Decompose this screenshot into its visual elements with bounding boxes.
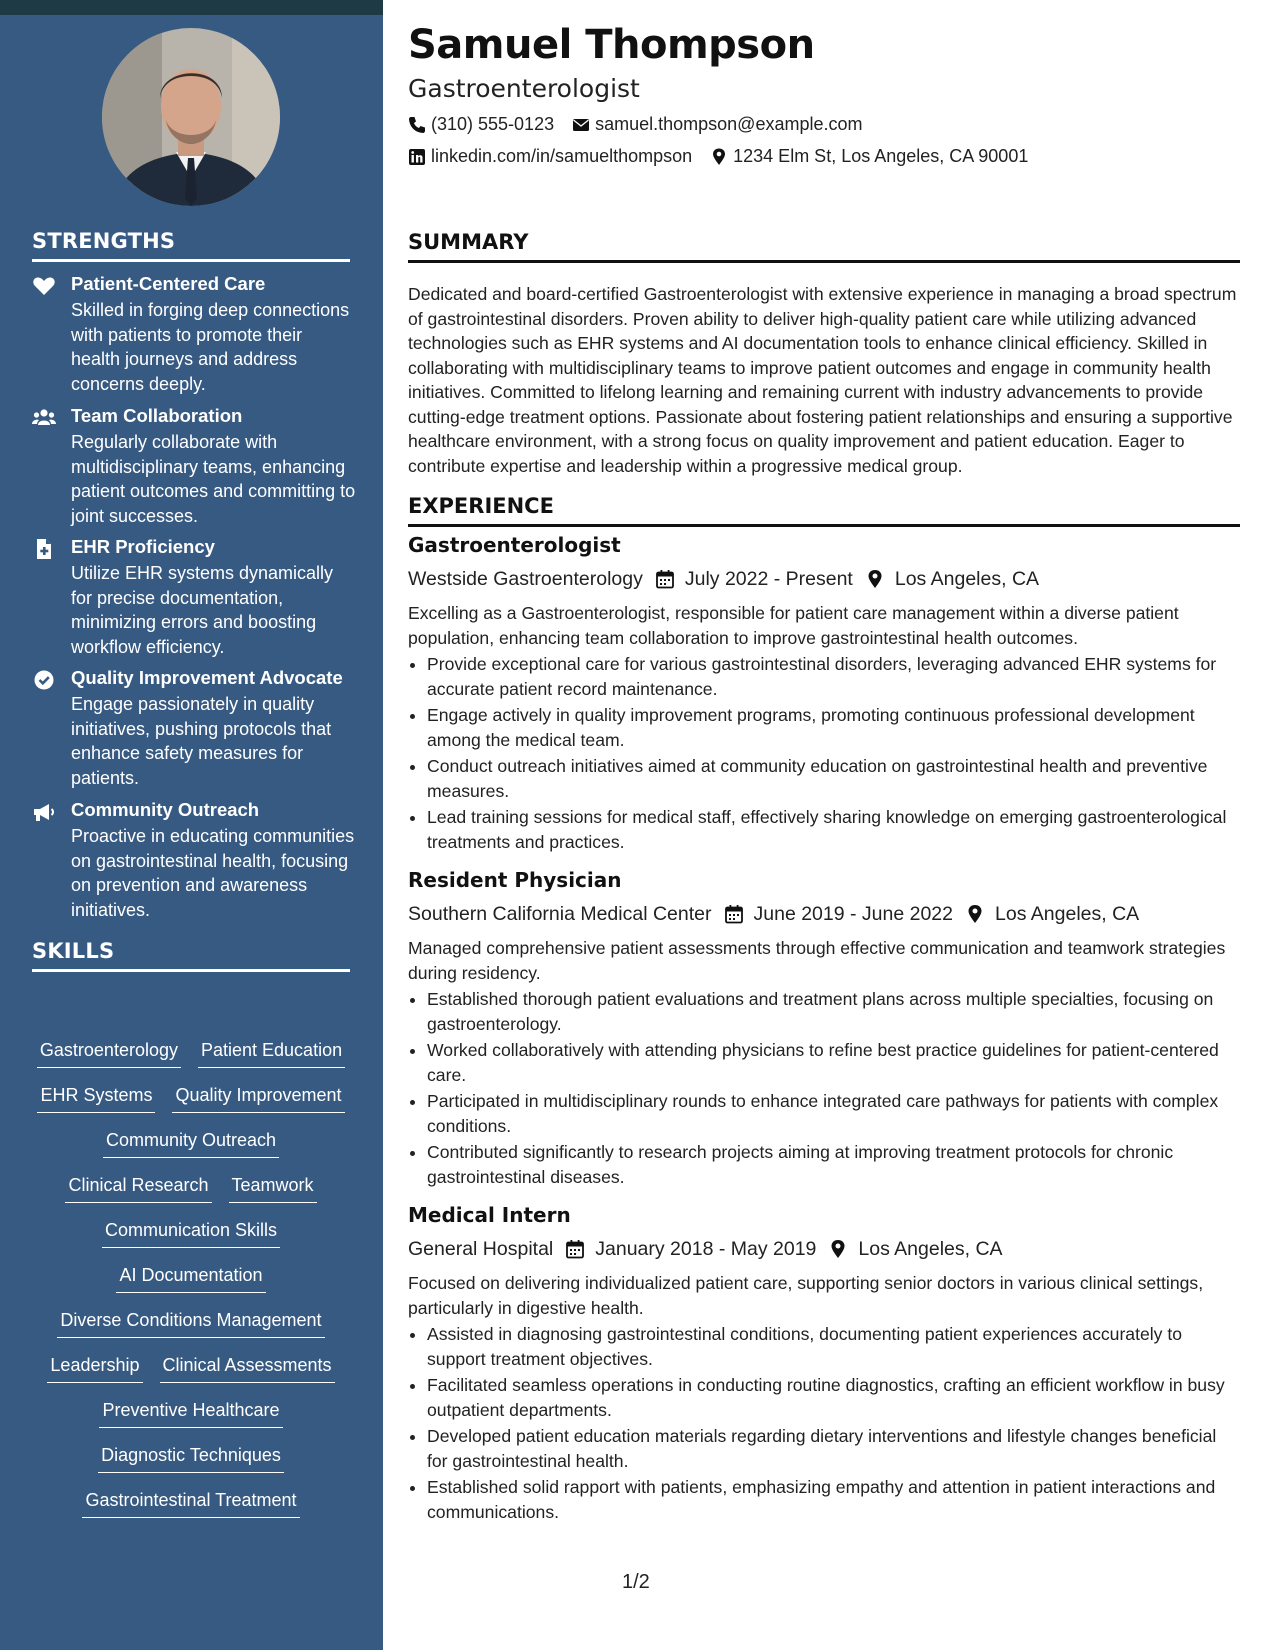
skills-list	[28, 1040, 354, 1535]
job-bullet: • Established thorough patient evaluations and treatment plans across multiple specialties, focusing on gastroenterology.	[427, 987, 1240, 1036]
contact-row	[408, 114, 862, 135]
job-bullet: • Provide exceptional care for various gastrointestinal disorders, leveraging advanced EHR systems for accurate patient record maintenance.	[427, 652, 1240, 701]
candidate-name: Samuel Thompson	[408, 22, 815, 68]
job-company: Westside Gastroenterology	[408, 567, 643, 590]
strength-title: Team Collaboration	[71, 405, 243, 426]
skill-tag: Quality Improvement	[172, 1085, 344, 1113]
job-bullets	[408, 987, 1240, 1189]
skill-tag: EHR Systems	[37, 1085, 155, 1113]
job-description: Excelling as a Gastroenterologist, responsible for patient care management within a diverse patient population, enhancing team collaboration to improve gastrointestinal health outcomes.	[408, 603, 1179, 648]
page-number: 1/2	[622, 1571, 650, 1593]
check-circle-icon	[32, 669, 56, 691]
job-description: Managed comprehensive patient assessments through effective communication and teamwork strategies during residency.	[408, 938, 1226, 983]
strength-desc: Utilize EHR systems dynamically for precise documentation, minimizing errors and boosting workflow efficiency.	[71, 563, 334, 657]
job-bullets	[408, 652, 1240, 854]
map-pin-icon	[710, 148, 728, 166]
phone-text[interactable]: (310) 555-0123	[431, 114, 555, 134]
job-company: General Hospital	[408, 1237, 554, 1260]
candidate-title: Gastroenterologist	[408, 74, 640, 103]
job-bullet: • Lead training sessions for medical staff, effectively sharing knowledge on emerging gastroenterological treatments and practices.	[427, 805, 1240, 854]
job-bullet: • Established solid rapport with patients, emphasizing empathy and attention in patient interactions and communications.	[427, 1475, 1240, 1524]
job-bullet: • Contributed significantly to research projects aiming at improving treatment protocols for chronic gastrointestinal diseases.	[427, 1140, 1240, 1189]
heart-icon	[32, 275, 56, 297]
skill-tag: Gastroenterology	[37, 1040, 181, 1068]
job-location: Los Angeles, CA	[894, 567, 1040, 590]
skill-tag: Community Outreach	[103, 1130, 279, 1158]
skill-tag: Leadership	[47, 1355, 142, 1383]
strength-desc: Regularly collaborate with multidisciplinary teams, enhancing patient outcomes and committing to joint successes.	[71, 432, 356, 526]
strength-title: Patient-Centered Care	[71, 273, 266, 294]
medical-file-icon	[32, 538, 56, 560]
map-pin-icon	[865, 569, 885, 589]
skill-tag: Teamwork	[229, 1175, 317, 1203]
linkedin-link[interactable]: linkedin.com/in/samuelthompson	[431, 146, 693, 166]
email-link[interactable]: samuel.thompson@example.com	[595, 114, 863, 134]
calendar-icon	[655, 569, 675, 589]
job-bullet: • Assisted in diagnosing gastrointestinal conditions, documenting patient experiences accurately to support treatment objectives.	[427, 1322, 1240, 1371]
users-icon	[32, 407, 56, 429]
strengths-heading: STRENGTHS	[32, 229, 350, 262]
contact-row	[408, 146, 1028, 167]
job-description: Focused on delivering individualized patient care, supporting senior doctors in various clinical settings, particularly in digestive health.	[408, 1273, 1204, 1318]
skill-tag: AI Documentation	[116, 1265, 265, 1293]
summary-heading: SUMMARY	[408, 230, 1240, 263]
job-bullet: • Participated in multidisciplinary rounds to enhance integrated care pathways for patients with complex conditions.	[427, 1089, 1240, 1138]
job-bullet: • Developed patient education materials regarding dietary interventions and lifestyle changes beneficial for gastrointestinal health.	[427, 1424, 1240, 1473]
experience-item	[408, 868, 1240, 1191]
job-title: Gastroenterologist	[408, 533, 621, 557]
skill-tag: Patient Education	[198, 1040, 345, 1068]
job-title: Resident Physician	[408, 868, 622, 892]
job-bullets	[408, 1322, 1240, 1524]
strength-title: EHR Proficiency	[71, 536, 215, 557]
skill-tag: Communication Skills	[102, 1220, 280, 1248]
job-dates: June 2019 - June 2022	[753, 902, 953, 925]
strength-title: Community Outreach	[71, 799, 260, 820]
skills-heading: SKILLS	[32, 939, 350, 972]
summary-text: Dedicated and board-certified Gastroenterologist with extensive experience in managing a broad spectrum of gastrointestinal disorders. Proven ability to deliver high-quality patient care while utilizing advanced technologies such as EHR systems and AI documentation tools to enhance clinical efficiency. Skilled in collaborating with multidisciplinary teams to improve patient outcomes and engage in community health initiatives. Committed to lifelong learning and remaining current with industry advancements to provide cutting-edge treatment options. Passionate about fostering patient relationships and ensuring a supportive healthcare environment, with a strong focus on quality improvement and patient education. Eager to contribute expertise and leadership within a progressive medical group.	[408, 284, 1237, 476]
job-bullet: • Engage actively in quality improvement programs, promoting continuous professional development among the medical team.	[427, 703, 1240, 752]
skill-tag: Diagnostic Techniques	[98, 1445, 284, 1473]
job-location: Los Angeles, CA	[858, 1237, 1003, 1260]
envelope-icon	[572, 116, 590, 134]
address-text: 1234 Elm St, Los Angeles, CA 90001	[733, 146, 1029, 166]
job-title: Medical Intern	[408, 1203, 571, 1227]
job-dates: January 2018 - May 2019	[595, 1237, 817, 1260]
calendar-icon	[724, 904, 744, 924]
strength-desc: Skilled in forging deep connections with patients to promote their health journeys and address concerns deeply.	[71, 300, 350, 394]
experience-heading: EXPERIENCE	[408, 494, 1240, 527]
job-location: Los Angeles, CA	[995, 902, 1140, 925]
megaphone-icon	[32, 801, 56, 823]
profile-photo	[102, 28, 280, 206]
map-pin-icon	[828, 1239, 848, 1259]
job-company: Southern California Medical Center	[408, 902, 712, 925]
skill-tag: Diverse Conditions Management	[57, 1310, 324, 1338]
calendar-icon	[565, 1239, 585, 1259]
job-meta	[408, 563, 1240, 595]
skill-tag: Clinical Research	[65, 1175, 211, 1203]
strength-desc: Proactive in educating communities on gastrointestinal health, focusing on prevention and awareness initiatives.	[71, 826, 355, 920]
map-pin-icon	[965, 904, 985, 924]
experience-item	[408, 1203, 1240, 1526]
job-bullet: • Facilitated seamless operations in conducting routine diagnostics, crafting an efficient workflow in busy outpatient departments.	[427, 1373, 1240, 1422]
job-dates: July 2022 - Present	[684, 567, 853, 590]
skill-tag: Gastrointestinal Treatment	[82, 1490, 299, 1518]
linkedin-icon	[408, 148, 426, 166]
skill-tag: Clinical Assessments	[160, 1355, 335, 1383]
strength-desc: Engage passionately in quality initiatives, pushing protocols that enhance safety measures for patients.	[71, 694, 332, 788]
skill-tag: Preventive Healthcare	[99, 1400, 282, 1428]
strength-title: Quality Improvement Advocate	[71, 667, 343, 688]
experience-item	[408, 533, 1240, 856]
top-accent-bar	[0, 0, 383, 15]
job-meta	[408, 898, 1240, 930]
job-bullet: • Worked collaboratively with attending physicians to refine best practice guidelines for patient-centered care.	[427, 1038, 1240, 1087]
sidebar	[0, 15, 383, 1650]
phone-icon	[408, 116, 426, 134]
job-meta	[408, 1233, 1240, 1265]
job-bullet: • Conduct outreach initiatives aimed at community education on gastrointestinal health and preventive measures.	[427, 754, 1240, 803]
